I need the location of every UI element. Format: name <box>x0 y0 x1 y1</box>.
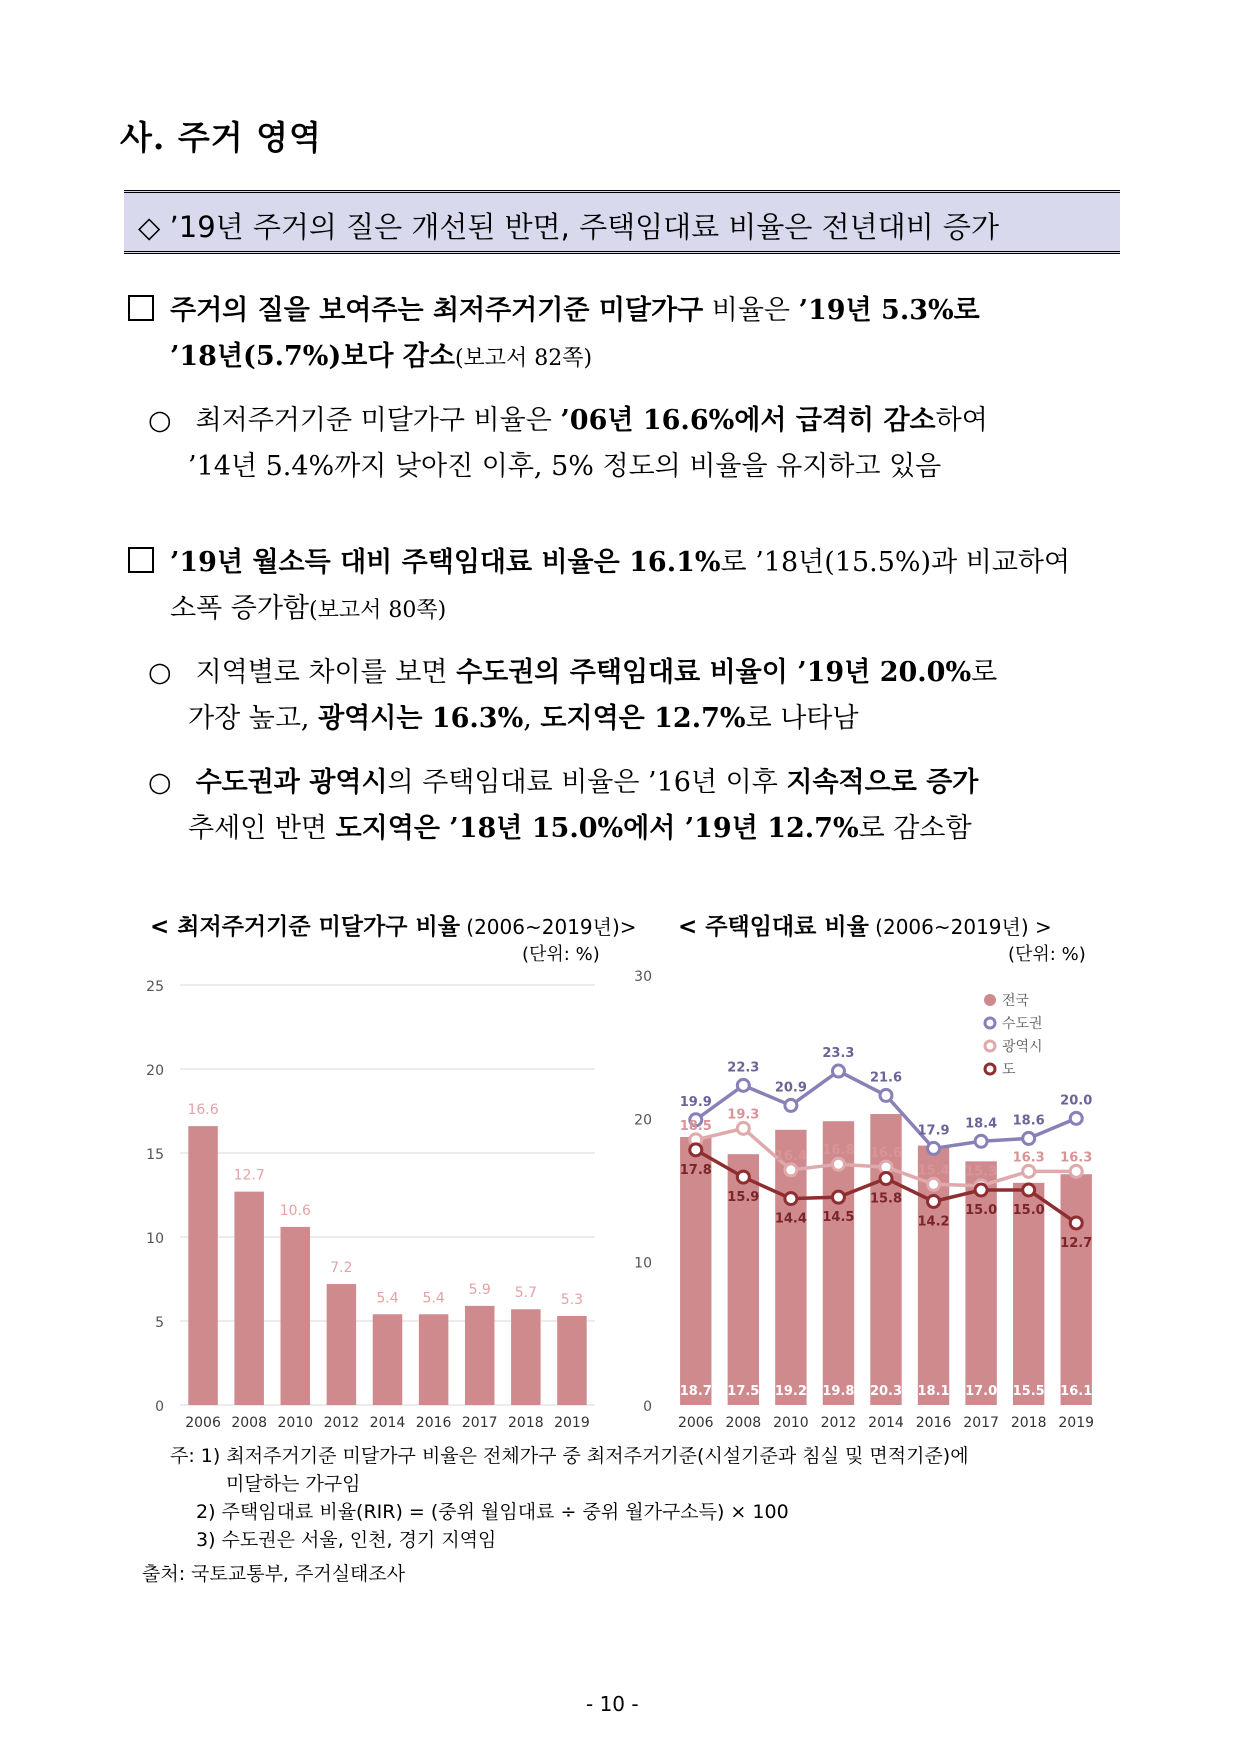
chart1-y-tick-label: 5 <box>155 1315 164 1331</box>
chart2-point <box>928 1195 940 1207</box>
chart2-line-data-label: 15.3 <box>965 1164 998 1180</box>
chart2-line-data-label: 16.3 <box>1012 1150 1045 1166</box>
note-1-cont: 미달하는 가구임 <box>226 1473 361 1495</box>
chart2-bar-value-label: 18.7 <box>679 1384 712 1399</box>
chart1-x-tick-label: 2019 <box>554 1415 590 1430</box>
chart2-line-data-label: 15.4 <box>917 1163 950 1179</box>
chart2-point <box>737 1171 749 1183</box>
chart1-x-tick-label: 2012 <box>323 1415 360 1430</box>
chart2-line-data-label: 15.0 <box>1012 1203 1045 1218</box>
note-1: 주: 1) 최저주거기준 미달가구 비율은 전체가구 중 최저주거기준(시설기준과 침실 및 면적기준)에 <box>170 1445 969 1467</box>
chart2-unit: (단위: %) <box>1008 944 1086 965</box>
chart2-legend-marker <box>984 994 996 1006</box>
chart2-line-data-label: 20.0 <box>1060 1093 1093 1109</box>
chart1-data-label: 10.6 <box>279 1202 311 1219</box>
chart1-x-tick-label: 2018 <box>508 1415 544 1430</box>
bullet-3-line-1: ○ 수도권과 광역시의 주택임대료 비율은 ’16년 이후 지속적으로 증가 <box>148 767 979 798</box>
chart2-line-data-label: 18.4 <box>965 1116 998 1132</box>
chart1-title: < 최저주거기준 미달가구 비율 (2006~2019년)> <box>150 914 637 940</box>
paragraph-2-line-2: 소폭 증가함(보고서 80쪽) <box>170 593 447 624</box>
chart2-bar-value-label: 17.0 <box>965 1384 998 1399</box>
bullet-3-line-2: 추세인 반면 도지역은 ’18년 15.0%에서 ’19년 12.7%로 감소함 <box>188 813 972 844</box>
chart2-bar-value-label: 16.1 <box>1060 1384 1093 1399</box>
chart2-point <box>975 1184 987 1196</box>
chart2-line-data-label: 19.9 <box>679 1094 712 1110</box>
chart1-data-label: 7.2 <box>330 1260 353 1277</box>
chart2-point <box>880 1089 892 1101</box>
chart2-line-data-label: 16.3 <box>1060 1150 1093 1166</box>
bullet-circle-icon: ○ <box>148 405 172 436</box>
page-number: - 10 - <box>586 1692 639 1716</box>
chart1-data-label: 5.4 <box>422 1290 445 1307</box>
paragraph-1-line-1: 주거의 질을 보여주는 최저주거기준 미달가구 비율은 ’19년 5.3%로 <box>128 288 980 334</box>
chart2-point <box>832 1191 844 1203</box>
chart1-data-label: 5.7 <box>514 1285 537 1302</box>
chart2-legend-label: 전국 <box>1002 993 1030 1009</box>
bullet-2-line-2: 가장 높고, 광역시는 16.3%, 도지역은 12.7%로 나타남 <box>188 703 859 734</box>
chart2-bar-value-label: 18.1 <box>917 1384 950 1399</box>
chart2-line-data-label: 15.8 <box>869 1191 903 1207</box>
chart1-bar <box>281 1227 311 1405</box>
chart2-point <box>1023 1184 1035 1196</box>
paragraph-1-line-2: ’18년(5.7%)보다 감소(보고서 82쪽) <box>170 341 593 372</box>
chart2-y-tick-label: 10 <box>634 1255 652 1272</box>
chart1-x-tick-label: 2006 <box>185 1415 221 1430</box>
chart2-point <box>1023 1132 1035 1144</box>
bullet-circle-icon: ○ <box>148 657 172 688</box>
chart2-point <box>1070 1217 1082 1229</box>
chart2-svg <box>630 960 1110 1440</box>
chart2-point <box>737 1122 749 1134</box>
section-title: 사. 주거 영역 <box>120 118 322 157</box>
chart2-legend-marker <box>985 1064 995 1074</box>
chart2-bar <box>965 1161 996 1405</box>
chart2-line-data-label: 17.8 <box>679 1162 712 1178</box>
chart2-x-tick-label: 2012 <box>820 1415 857 1431</box>
chart2-x-tick-label: 2016 <box>915 1415 952 1431</box>
chart1-x-tick-label: 2017 <box>461 1415 498 1430</box>
chart1-data-label: 12.7 <box>233 1167 265 1184</box>
chart1-x-tick-label: 2008 <box>231 1415 267 1430</box>
chart2-line-data-label: 19.3 <box>727 1107 760 1123</box>
chart2-bar-value-label: 15.5 <box>1012 1384 1045 1399</box>
chart2-point <box>785 1193 797 1205</box>
chart1-y-tick-label: 15 <box>146 1147 164 1163</box>
chart2-point <box>1023 1165 1035 1177</box>
chart2-line-data-label: 16.6 <box>869 1146 903 1162</box>
chart2-line-data-label: 16.8 <box>822 1143 855 1159</box>
chart2-point <box>785 1164 797 1176</box>
chart1-bar <box>327 1284 357 1405</box>
chart2-point <box>880 1173 892 1185</box>
note-2: 2) 주택임대료 비율(RIR) = (중위 월임대료 ÷ 중위 월가구소득) × 100 <box>196 1501 789 1523</box>
chart2-point <box>1070 1112 1082 1124</box>
paragraph-2-line-1: ’19년 월소득 대비 주택임대료 비율은 16.1%로 ’18년(15.5%)과 비교하여 <box>128 540 1070 586</box>
chart2-legend-label: 도 <box>1002 1062 1016 1078</box>
chart2-x-tick-label: 2014 <box>868 1415 904 1431</box>
chart1-svg <box>140 970 600 1430</box>
chart1-bar <box>234 1192 264 1405</box>
chart2-x-tick-label: 2018 <box>1010 1415 1047 1431</box>
chart2-x-tick-label: 2010 <box>773 1415 809 1431</box>
bullet-1-line-2: ’14년 5.4%까지 낮아진 이후, 5% 정도의 비율을 유지하고 있음 <box>188 451 942 482</box>
chart2-bar <box>1061 1174 1092 1405</box>
chart1-data-label: 5.4 <box>376 1290 399 1307</box>
summary-banner <box>124 190 1120 254</box>
chart2-point <box>690 1144 702 1156</box>
chart2-line-data-label: 15.0 <box>965 1203 998 1218</box>
chart1-data-label: 5.9 <box>468 1281 491 1298</box>
chart2-bar-value-label: 20.3 <box>869 1384 903 1399</box>
chart2-x-tick-label: 2019 <box>1058 1415 1095 1431</box>
source-note: 출처: 국토교통부, 주거실태조사 <box>142 1563 406 1585</box>
chart1-data-label: 5.3 <box>560 1291 584 1308</box>
chart2-line-data-label: 15.9 <box>727 1190 760 1206</box>
checkbox-square-icon <box>128 547 154 573</box>
chart2-point <box>928 1142 940 1154</box>
note-3: 3) 수도권은 서울, 인천, 경기 지역임 <box>196 1529 497 1551</box>
chart2-line-data-label: 18.6 <box>1012 1113 1045 1129</box>
chart2-bar-value-label: 19.8 <box>822 1384 855 1399</box>
chart1-bar <box>465 1306 495 1405</box>
chart2-x-tick-label: 2006 <box>677 1415 714 1431</box>
chart2-line-data-label: 14.2 <box>917 1214 950 1230</box>
chart2-line-data-label: 18.5 <box>679 1118 712 1134</box>
chart2-point <box>928 1178 940 1190</box>
chart2-line-data-label: 20.9 <box>774 1080 807 1096</box>
chart2-line-data-label: 22.3 <box>727 1060 760 1076</box>
chart2-point <box>737 1079 749 1091</box>
chart2-point <box>832 1158 844 1170</box>
chart2-line-data-label: 23.3 <box>822 1046 855 1062</box>
chart1-unit: (단위: %) <box>522 944 600 965</box>
chart2-bar-value-label: 19.2 <box>774 1384 807 1399</box>
chart2-line-data-label: 16.4 <box>774 1148 807 1164</box>
chart2-point <box>785 1099 797 1111</box>
chart2-line-data-label: 14.4 <box>774 1211 807 1227</box>
chart2-point <box>1070 1165 1082 1177</box>
chart2-legend-label: 광역시 <box>1002 1039 1043 1055</box>
bullet-1-line-1: ○ 최저주거기준 미달가구 비율은 ’06년 16.6%에서 급격히 감소하여 <box>148 405 988 436</box>
chart2-y-tick-label: 0 <box>643 1399 652 1415</box>
chart1-x-tick-label: 2014 <box>369 1415 406 1430</box>
chart1-y-tick-label: 0 <box>155 1399 164 1415</box>
chart2-y-tick-label: 30 <box>634 969 652 985</box>
chart2-x-tick-label: 2008 <box>725 1415 762 1431</box>
chart1-bar <box>373 1314 403 1405</box>
bullet-2-line-1: ○ 지역별로 차이를 보면 수도권의 주택임대료 비율이 ’19년 20.0%로 <box>148 657 998 688</box>
chart2-legend-marker <box>985 1018 995 1028</box>
chart1-y-tick-label: 20 <box>146 1063 164 1079</box>
chart1-bar <box>419 1314 449 1405</box>
checkbox-square-icon <box>128 295 154 321</box>
banner-text: ◇ ’19년 주거의 질은 개선된 반면, 주택임대료 비율은 전년대비 증가 <box>138 210 999 244</box>
chart2-point <box>975 1135 987 1147</box>
chart1-y-tick-label: 25 <box>146 979 164 995</box>
chart2-y-tick-label: 20 <box>634 1112 652 1129</box>
chart2-x-tick-label: 2017 <box>963 1415 999 1431</box>
chart2-line-data-label: 14.5 <box>822 1210 855 1226</box>
chart2-bar-value-label: 17.5 <box>727 1384 760 1399</box>
chart1-data-label: 16.6 <box>187 1102 219 1119</box>
chart1-x-tick-label: 2016 <box>415 1415 452 1430</box>
chart1-y-tick-label: 10 <box>146 1231 164 1247</box>
bullet-circle-icon: ○ <box>148 767 172 798</box>
chart2-line-data-label: 21.6 <box>869 1070 903 1086</box>
chart1-bar <box>188 1126 218 1405</box>
chart2-legend-label: 수도권 <box>1002 1016 1043 1032</box>
chart2-title: < 주택임대료 비율 (2006~2019년) > <box>678 914 1052 940</box>
chart1-x-tick-label: 2010 <box>277 1415 314 1430</box>
chart2-legend-marker <box>985 1041 995 1051</box>
chart2-point <box>832 1065 844 1077</box>
chart1-bar <box>511 1309 541 1405</box>
chart2-line-data-label: 12.7 <box>1060 1235 1093 1251</box>
chart2-line-data-label: 17.9 <box>917 1123 950 1139</box>
chart1-bar <box>557 1316 587 1405</box>
